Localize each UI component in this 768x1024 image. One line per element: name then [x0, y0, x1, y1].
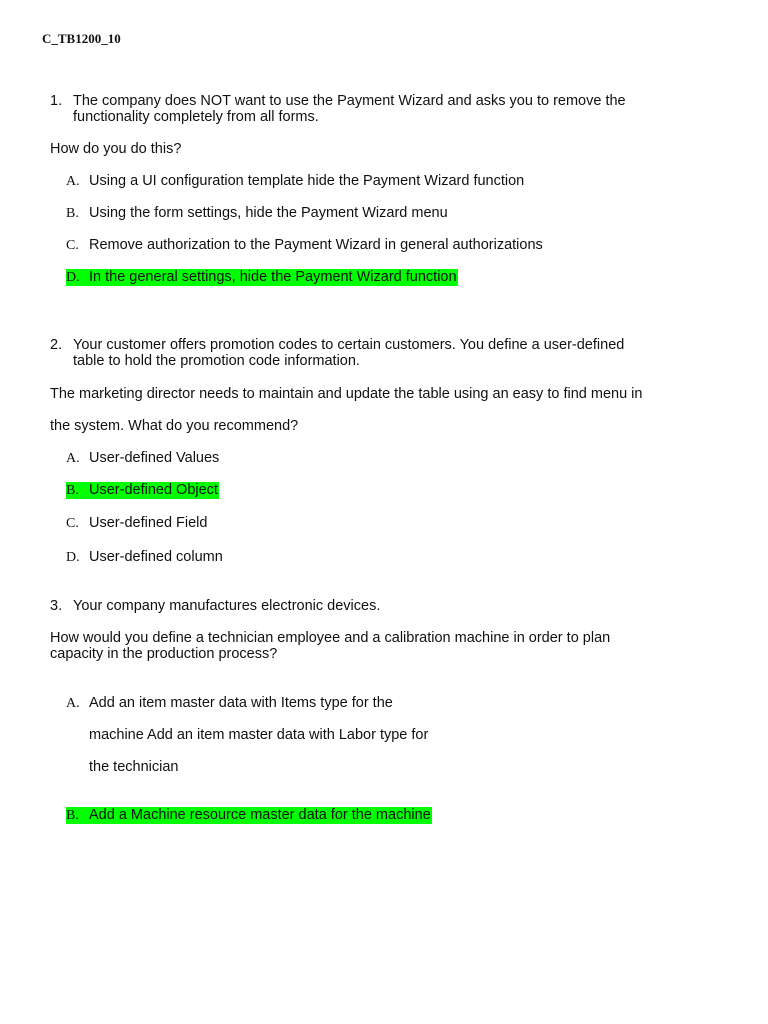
question-text-line: functionality completely from all forms.: [73, 109, 319, 125]
question-text-line: table to hold the promotion code information.: [73, 353, 360, 369]
option-letter: B.: [66, 483, 79, 498]
question-prompt-line: The marketing director needs to maintain and update the table using an easy to find menu in: [50, 386, 643, 402]
answer-option-d-correct: [66, 269, 458, 286]
option-letter: C.: [66, 516, 79, 531]
option-letter: C.: [66, 238, 79, 253]
option-text: Add an item master data with Items type for the: [89, 695, 393, 711]
question-text: [73, 337, 713, 369]
question-text: [73, 93, 713, 125]
question-prompt: [50, 630, 710, 662]
answer-option-b: [66, 205, 448, 222]
option-text: In the general settings, hide the Payment Wizard function: [89, 269, 457, 285]
question-prompt: How do you do this?: [50, 141, 182, 157]
option-text: User-defined Values: [89, 450, 220, 466]
option-letter: D.: [66, 270, 80, 285]
option-text: User-defined Object: [89, 482, 218, 498]
question-prompt-line: capacity in the production process?: [50, 646, 278, 662]
option-letter: A.: [66, 451, 80, 466]
option-text: Add a Machine resource master data for the machine: [89, 807, 431, 823]
answer-option-c: [66, 515, 207, 532]
question-text: Your company manufactures electronic devices.: [73, 598, 381, 614]
option-text: Remove authorization to the Payment Wizard in general authorizations: [89, 237, 543, 253]
answer-option-b-correct: [66, 807, 432, 824]
option-text: Using the form settings, hide the Payment Wizard menu: [89, 205, 448, 221]
question-prompt-line: How would you define a technician employee and a calibration machine in order to plan: [50, 630, 611, 646]
option-text-continuation: machine Add an item master data with Labor type for: [89, 727, 429, 743]
answer-option-b-correct: [66, 482, 219, 499]
question-number: 1.: [50, 93, 63, 109]
question-text-line: The company does NOT want to use the Payment Wizard and asks you to remove the: [73, 93, 626, 109]
option-text: User-defined column: [89, 549, 223, 565]
option-letter: B.: [66, 206, 79, 221]
question-number: 3.: [50, 598, 63, 614]
answer-option-a: [66, 173, 524, 190]
answer-option-d: [66, 549, 223, 566]
option-text: User-defined Field: [89, 515, 208, 531]
option-letter: A.: [66, 174, 80, 189]
answer-option-a: [66, 695, 393, 712]
question-text-line: Your customer offers promotion codes to certain customers. You define a user-defined: [73, 337, 625, 353]
option-text: Using a UI configuration template hide the Payment Wizard function: [89, 173, 525, 189]
question-number: 2.: [50, 337, 63, 353]
option-text-continuation: the technician: [89, 759, 179, 775]
answer-option-c: [66, 237, 543, 254]
option-letter: B.: [66, 808, 79, 823]
answer-option-a: [66, 450, 219, 467]
option-letter: A.: [66, 696, 80, 711]
option-letter: D.: [66, 550, 80, 565]
question-prompt-line: the system. What do you recommend?: [50, 418, 299, 434]
document-id: C_TB1200_10: [42, 31, 121, 46]
